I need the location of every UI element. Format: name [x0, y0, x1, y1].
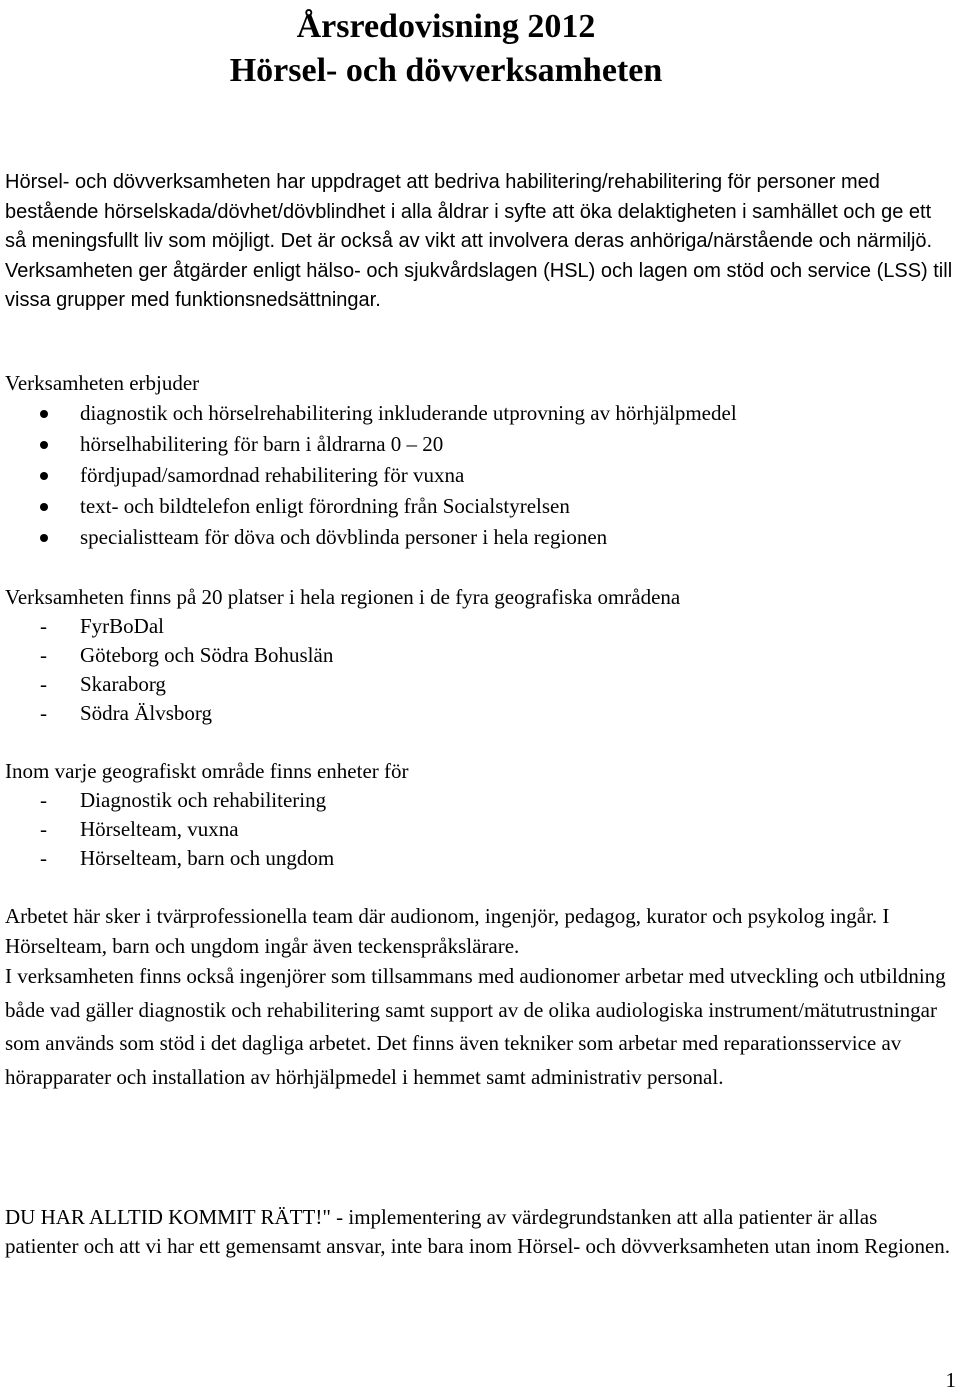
list-item: fördjupad/samordnad rehabilitering för vuxna	[0, 460, 737, 491]
areas-intro: Verksamheten finns på 20 platser i hela regionen i de fyra geografiska områdena	[5, 585, 681, 609]
list-item: specialistteam för döva och dövblinda personer i hela regionen	[0, 522, 737, 553]
list-item: - Hörselteam, vuxna	[0, 815, 334, 844]
list-item: - Skaraborg	[0, 670, 333, 699]
list-item: - Göteborg och Södra Bohuslän	[0, 641, 333, 670]
services-intro: Verksamheten erbjuder	[5, 371, 200, 395]
areas-list	[0, 612, 333, 728]
bullet-icon	[40, 472, 48, 480]
dash-marker: -	[40, 817, 47, 841]
list-item: - FyrBoDal	[0, 612, 333, 641]
dash-marker: -	[40, 846, 47, 870]
intro-paragraph: Hörsel- och dövverksamheten har uppdraget att bedriva habilitering/rehabilitering för personer med bestående hörselskada/dövhet/dövblindhet i alla åldrar i syfte att öka delaktigheten i samhället och ge ett så meningsfullt liv som möjligt. Det är också av vikt att involvera deras anhöriga/närstående och närmiljö. Verksamheten ger åtgärder enligt hälso- och sjukvårdslagen (HSL) och lagen om stöd och service (LSS) till vissa grupper med funktionsnedsättningar.	[5, 171, 953, 311]
list-item: - Diagnostik och rehabilitering	[0, 786, 334, 815]
bullet-icon	[40, 410, 48, 418]
bullet-icon	[40, 534, 48, 542]
team-paragraph: Arbetet här sker i tvärprofessionella team där audionom, ingenjör, pedagog, kurator och psykolog ingår. I Hörselteam, barn och ungdom ingår även teckenspråkslärare.	[5, 904, 890, 958]
list-item: diagnostik och hörselrehabilitering inkluderande utprovning av hörhjälpmedel	[0, 398, 737, 429]
bullet-icon	[40, 503, 48, 511]
bullet-icon	[40, 441, 48, 449]
dash-marker: -	[40, 701, 47, 725]
dash-marker: -	[40, 643, 47, 667]
units-list	[0, 786, 334, 873]
list-item: hörselhabilitering för barn i åldrarna 0 – 20	[0, 429, 737, 460]
units-intro: Inom varje geografiskt område finns enheter för	[5, 759, 409, 783]
values-paragraph: DU HAR ALLTID KOMMIT RÄTT!" - implementering av värdegrundstanken att alla patienter är allas patienter och att vi har ett gemensamt ansvar, inte bara inom Hörsel- och dövverksamheten utan inom Regionen.	[5, 1205, 951, 1258]
list-item: - Södra Älvsborg	[0, 699, 333, 728]
list-item: text- och bildtelefon enligt förordning från Socialstyrelsen	[0, 491, 737, 522]
services-list	[0, 398, 737, 553]
document-title-line1: Årsredovisning 2012	[296, 8, 596, 45]
dash-marker: -	[40, 788, 47, 812]
dash-marker: -	[40, 614, 47, 638]
list-item: - Hörselteam, barn och ungdom	[0, 844, 334, 873]
engineers-paragraph: I verksamheten finns också ingenjörer som tillsammans med audionomer arbetar med utveckling och utbildning både vad gäller diagnostik och rehabilitering samt support av de olika audiologiska instrument/mätutrustningar som används som stöd i det dagliga arbetet. Det finns även tekniker som arbetar med reparationsservice av hörapparater och installation av hörhjälpmedel i hemmet samt administrativ personal.	[5, 964, 946, 1089]
document-title-line2: Hörsel- och dövverksamheten	[229, 52, 663, 89]
dash-marker: -	[40, 672, 47, 696]
page-number: 1	[945, 1368, 956, 1392]
